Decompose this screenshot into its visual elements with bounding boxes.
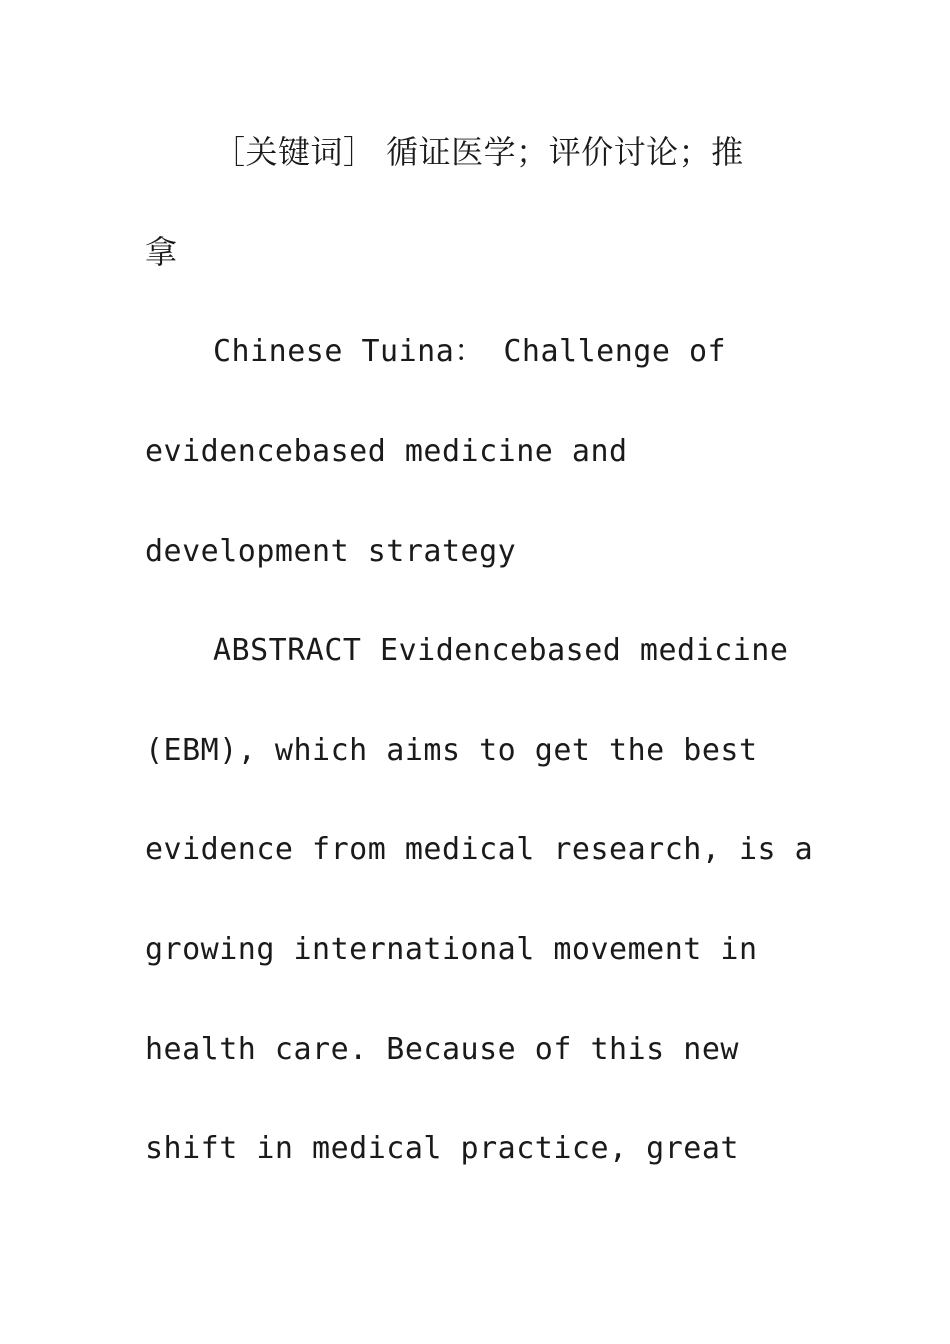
english-title-line-3: development strategy: [145, 534, 517, 569]
english-title-line-1: Chinese Tuina： Challenge of: [213, 334, 727, 369]
abstract-line-1: ABSTRACT Evidencebased medicine: [213, 633, 789, 668]
english-title-line-2: evidencebased medicine and: [145, 434, 628, 469]
abstract-line-6: shift in medical practice, great: [145, 1131, 739, 1166]
abstract-line-3: evidence from medical research, is a: [145, 832, 814, 867]
keywords-line-2: 拿: [145, 233, 178, 271]
abstract-line-5: health care. Because of this new: [145, 1032, 739, 1067]
abstract-line-2: (EBM), which aims to get the best: [145, 733, 758, 768]
abstract-line-4: growing international movement in: [145, 932, 758, 967]
keywords-line-1: ［关键词］ 循证医学；评价讨论；推: [213, 133, 744, 171]
